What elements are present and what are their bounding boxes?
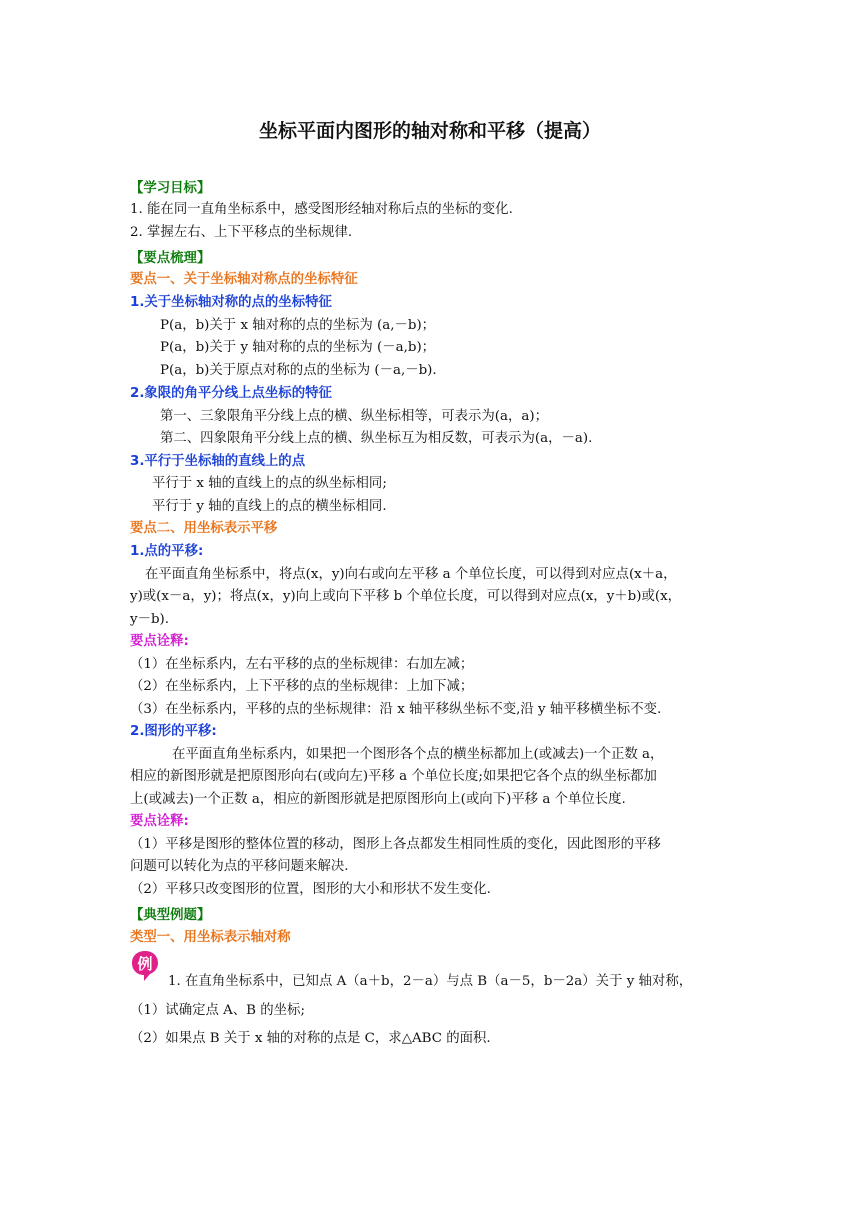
- example-question-1: 1. 在直角坐标系中，已知点 A（a＋b，2－a）与点 B（a－5，b－2a）关于 y 轴对称，: [168, 974, 693, 989]
- point2-note2-line: （2）平移只改变图形的位置，图形的大小和形状不发生变化.: [130, 882, 491, 897]
- point1-section1-title: 1.关于坐标轴对称的点的坐标特征: [130, 295, 332, 310]
- point2-note1-title: 要点诠释:: [130, 634, 189, 649]
- point2-note2-title: 要点诠释:: [130, 814, 189, 829]
- point1-section3-title: 3.平行于坐标轴的直线上的点: [130, 454, 306, 469]
- point2-note2-line: 问题可以转化为点的平移问题来解决.: [130, 859, 349, 874]
- point2-section1-line: 在平面直角坐标系中，将点(x，y)向右或向左平移 a 个单位长度，可以得到对应点(x＋a，: [145, 567, 677, 582]
- example-question-part: （2）如果点 B 关于 x 轴的对称的点是 C，求△ABC 的面积.: [130, 1031, 491, 1046]
- point2-note1-line: （1）在坐标系内，左右平移的点的坐标规律：右加左减；: [130, 657, 474, 672]
- point2-section2-line: 上(或减去)一个正数 a，相应的新图形就是把原图形向上(或向下)平移 a 个单位长度.: [130, 792, 626, 807]
- goal-item-2: 2. 掌握左右、上下平移点的坐标规律.: [130, 225, 353, 240]
- point1-section2-line: 第一、三象限角平分线上点的横、纵坐标相等，可表示为(a，a)；: [160, 409, 548, 424]
- point2-note1-line: （2）在坐标系内，上下平移的点的坐标规律：上加下减；: [130, 679, 474, 694]
- point2-section1-line: y)或(x－a，y)；将点(x，y)向上或向下平移 b 个单位长度，可以得到对应点(x，y＋b)或(x，: [130, 589, 682, 604]
- point1-section1-line: P(a，b)关于 x 轴对称的点的坐标为 (a,－b)；: [160, 318, 436, 333]
- point2-note2-line: （1）平移是图形的整体位置的移动，图形上各点都发生相同性质的变化，因此图形的平移: [130, 837, 661, 852]
- point1-section3-line: 平行于 x 轴的直线上的点的纵坐标相同;: [152, 476, 387, 491]
- point2-section1-line: y－b).: [130, 612, 170, 627]
- example-badge-char: 例: [137, 955, 153, 973]
- point1-section1-line: P(a，b)关于原点对称的点的坐标为 (－a,－b).: [160, 363, 437, 378]
- point2-section2-title: 2.图形的平移:: [130, 724, 217, 739]
- example-question-part: （1）试确定点 A、B 的坐标;: [130, 1003, 305, 1018]
- point2-title: 要点二、用坐标表示平移: [130, 521, 278, 536]
- example-badge-icon: [130, 950, 160, 982]
- point1-section1-line: P(a，b)关于 y 轴对称的点的坐标为 (－a,b)；: [160, 340, 436, 355]
- point2-section2-line: 在平面直角坐标系内，如果把一个图形各个点的横坐标都加上(或减去)一个正数 a，: [172, 747, 664, 762]
- point2-note1-line: （3）在坐标系内，平移的点的坐标规律：沿 x 轴平移纵坐标不变,沿 y 轴平移横坐标不变.: [130, 702, 662, 717]
- point1-section2-title: 2.象限的角平分线上点坐标的特征: [130, 386, 332, 401]
- point1-section3-line: 平行于 y 轴的直线上的点的横坐标相同.: [152, 499, 387, 514]
- summary-heading: 【要点梳理】: [130, 251, 211, 266]
- type1-title: 类型一、用坐标表示轴对称: [130, 930, 291, 945]
- goals-heading: 【学习目标】: [130, 181, 211, 196]
- point1-section2-line: 第二、四象限角平分线上点的横、纵坐标互为相反数，可表示为(a，－a).: [160, 431, 593, 446]
- point1-title: 要点一、关于坐标轴对称点的坐标特征: [130, 272, 358, 287]
- page-title: 坐标平面内图形的轴对称和平移（提高）: [258, 120, 601, 142]
- point2-section1-title: 1.点的平移:: [130, 544, 204, 559]
- goal-item-1: 1. 能在同一直角坐标系中，感受图形经轴对称后点的坐标的变化.: [130, 202, 513, 217]
- point2-section2-line: 相应的新图形就是把原图形向右(或向左)平移 a 个单位长度;如果把它各个点的纵坐标都加: [130, 769, 657, 784]
- examples-heading: 【典型例题】: [130, 908, 211, 923]
